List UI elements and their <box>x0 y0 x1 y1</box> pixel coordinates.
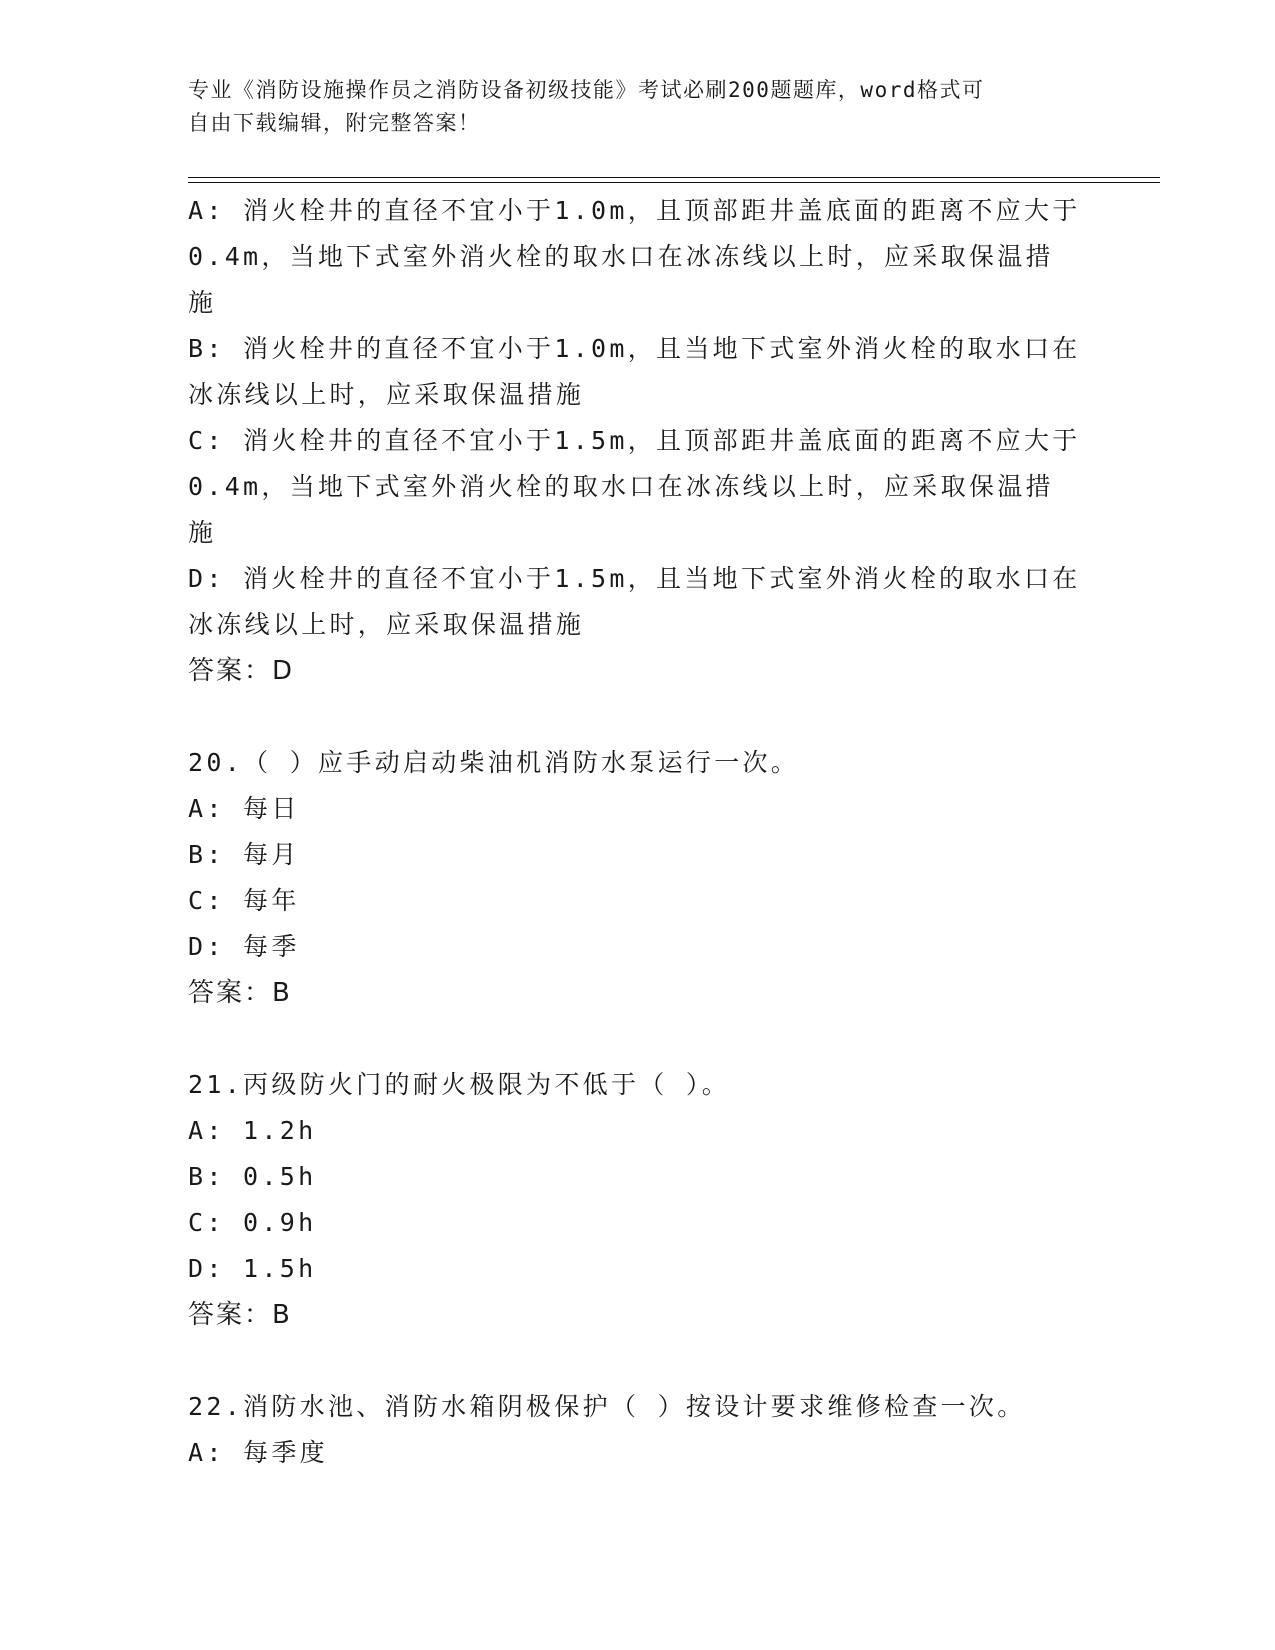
header-line-1: 专业《消防设施操作员之消防设备初级技能》考试必刷200题题库，word格式可 <box>188 78 985 102</box>
option-b: B: 0.5h <box>188 1162 317 1191</box>
question-text: 21.丙级防火门的耐火极限为不低于（ ）。 <box>188 1070 731 1099</box>
question-list <box>188 188 1148 1476</box>
header-divider-top <box>188 177 1160 178</box>
question-22 <box>188 1384 1148 1476</box>
option-c-line-3: 施 <box>188 518 217 547</box>
question-20 <box>188 740 1148 1016</box>
spacer <box>188 1338 1148 1384</box>
answer-label: 答案：B <box>188 1300 292 1330</box>
option-a-line-3: 施 <box>188 288 217 317</box>
header-divider-bottom <box>188 182 1160 183</box>
option-d: D: 每季 <box>188 932 300 961</box>
option-a: A: 1.2h <box>188 1116 317 1145</box>
option-d: D: 1.5h <box>188 1254 317 1283</box>
option-a: A: 每日 <box>188 794 300 823</box>
answer-label: 答案：D <box>188 656 295 686</box>
question-text: 22.消防水池、消防水箱阴极保护（ ）按设计要求维修检查一次。 <box>188 1392 1026 1421</box>
question-19 <box>188 188 1148 694</box>
spacer <box>188 1016 1148 1062</box>
question-21 <box>188 1062 1148 1338</box>
document-header <box>188 74 1088 140</box>
option-c-line-2: 0.4m，当地下式室外消火栓的取水口在冰冻线以上时，应采取保温措 <box>188 472 1054 501</box>
option-a-line-2: 0.4m，当地下式室外消火栓的取水口在冰冻线以上时，应采取保温措 <box>188 242 1054 271</box>
option-c: C: 每年 <box>188 886 300 915</box>
option-b-line-1: B: 消火栓井的直径不宜小于1.0m，且当地下式室外消火栓的取水口在 <box>188 334 1081 363</box>
option-b-line-2: 冰冻线以上时，应采取保温措施 <box>188 380 585 409</box>
option-a-line-1: A: 消火栓井的直径不宜小于1.0m，且顶部距井盖底面的距离不应大于 <box>188 196 1081 225</box>
answer-label: 答案：B <box>188 978 292 1008</box>
spacer <box>188 694 1148 740</box>
option-d-line-1: D: 消火栓井的直径不宜小于1.5m，且当地下式室外消火栓的取水口在 <box>188 564 1081 593</box>
question-text: 20.（ ）应手动启动柴油机消防水泵运行一次。 <box>188 748 800 777</box>
option-a: A: 每季度 <box>188 1438 328 1467</box>
option-c: C: 0.9h <box>188 1208 317 1237</box>
option-b: B: 每月 <box>188 840 300 869</box>
header-line-2: 自由下载编辑，附完整答案！ <box>188 111 481 135</box>
option-d-line-2: 冰冻线以上时，应采取保温措施 <box>188 610 585 639</box>
option-c-line-1: C: 消火栓井的直径不宜小于1.5m，且顶部距井盖底面的距离不应大于 <box>188 426 1081 455</box>
